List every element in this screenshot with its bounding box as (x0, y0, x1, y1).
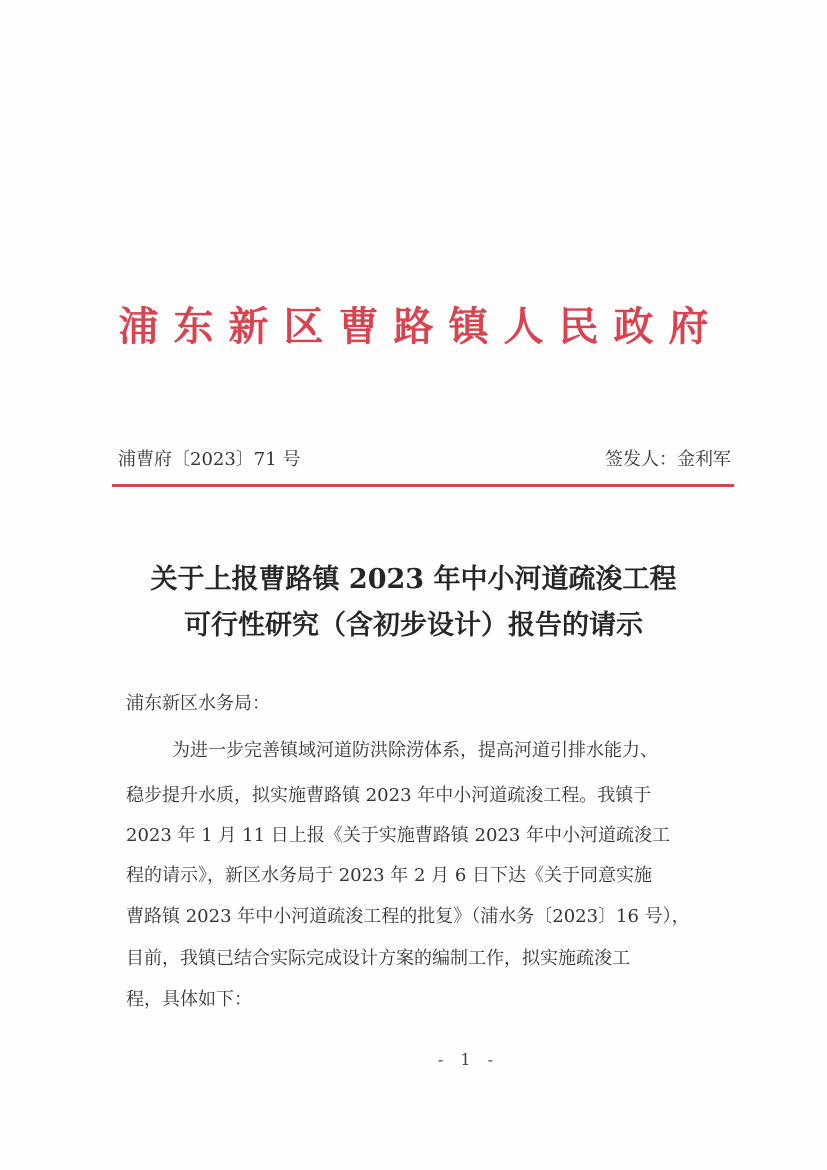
document-number: 浦曹府〔2023〕71 号 (118, 449, 301, 470)
body-line: 稳步提升水质，拟实施曹路镇 2023 年中小河道疏浚工程。我镇于 (126, 785, 652, 806)
signer: 签发人：金利军 (605, 449, 731, 470)
page-number: - 1 - (437, 1050, 500, 1069)
body-line: 程的请示》，新区水务局于 2023 年 2 月 6 日下达《关于同意实施 (126, 865, 653, 886)
body-line: 2023 年 1 月 11 日上报《关于实施曹路镇 2023 年中小河道疏浚工 (126, 825, 671, 846)
red-divider-line (112, 484, 734, 487)
issuer-header: 浦东新区曹路镇人民政府 (118, 303, 724, 350)
document-title-line-1: 关于上报曹路镇 2023 年中小河道疏浚工程 (150, 564, 677, 595)
body-line: 曹路镇 2023 年中小河道疏浚工程的批复》（浦水务〔2023〕16 号）， (126, 906, 690, 927)
document-title-line-2: 可行性研究（含初步设计）报告的请示 (184, 610, 643, 641)
body-line: 为进一步完善镇域河道防洪除涝体系，提高河道引排水能力、 (172, 740, 658, 761)
body-line: 程，具体如下： (126, 989, 252, 1010)
salutation: 浦东新区水务局： (126, 693, 270, 714)
body-line: 目前，我镇已结合实际完成设计方案的编制工作，拟实施疏浚工 (126, 948, 630, 969)
